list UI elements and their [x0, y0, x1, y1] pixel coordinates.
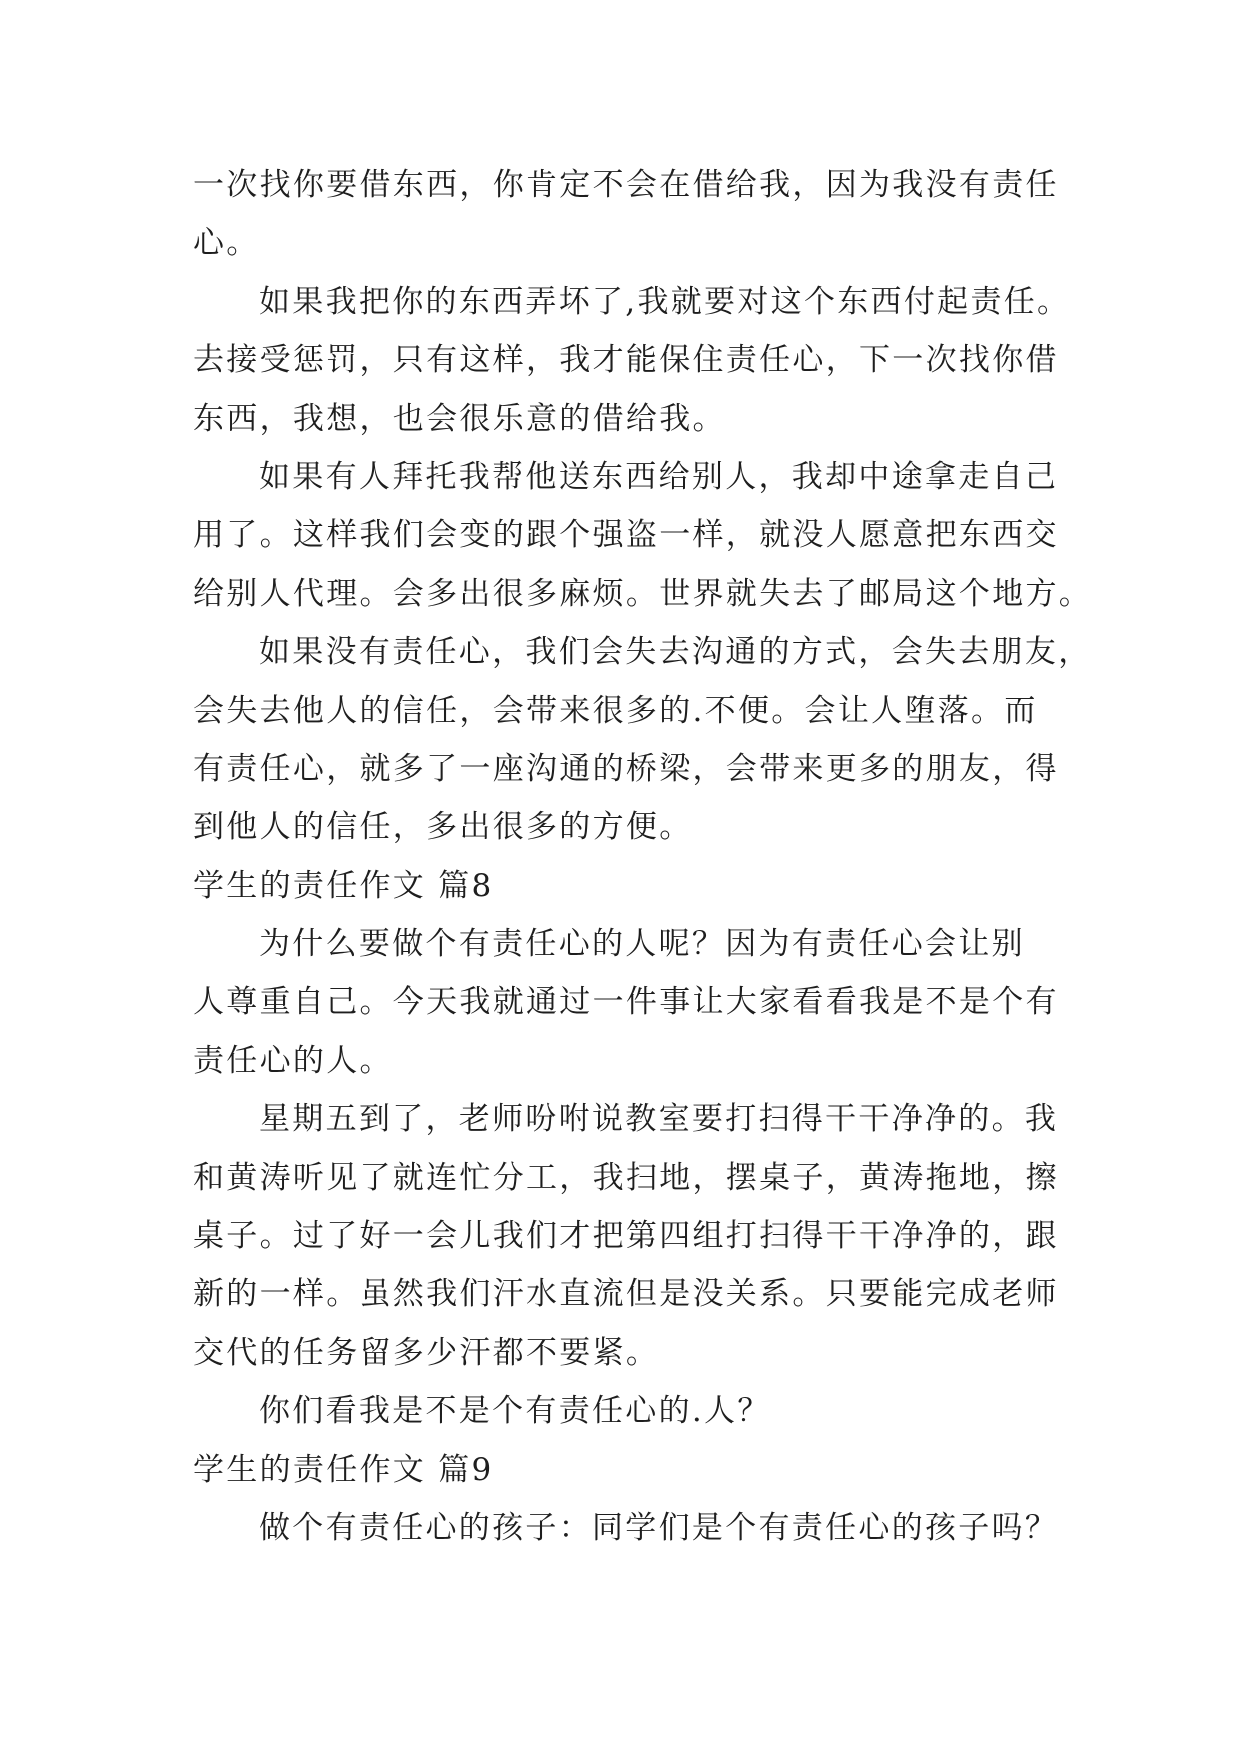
text-line: 如果有人拜托我帮他送东西给别人，我却中途拿走自己 — [259, 458, 1059, 495]
text-line: 如果没有责任心，我们会失去沟通的方式，会失去朋友， — [259, 634, 1092, 671]
paragraph — [193, 915, 1173, 1090]
paragraph — [193, 1090, 1173, 1382]
paragraph — [193, 273, 1173, 448]
paragraph — [193, 1499, 1173, 1557]
paragraph — [193, 623, 1173, 857]
text-line: 你们看我是不是个有责任心的.人？ — [259, 1393, 771, 1430]
text-line: 和黄涛听见了就连忙分工，我扫地，摆桌子，黄涛拖地，擦 — [193, 1159, 1059, 1196]
text-line: 东西，我想，也会很乐意的借给我。 — [193, 400, 726, 437]
text-line: 如果我把你的东西弄坏了,我就要对这个东西付起责任。 — [259, 283, 1071, 320]
text-line: 给别人代理。会多出很多麻烦。世界就失去了邮局这个地方。 — [193, 575, 1093, 612]
text-line: 会失去他人的信任，会带来很多的.不便。会让人堕落。而 — [193, 692, 1038, 729]
text-line: 去接受惩罚，只有这样，我才能保住责任心，下一次找你借 — [193, 342, 1059, 379]
document-body — [193, 156, 1173, 1557]
text-line: 责任心的人。 — [193, 1042, 393, 1079]
text-line: 新的一样。虽然我们汗水直流但是没关系。只要能完成老师 — [193, 1276, 1059, 1313]
text-line: 到他人的信任，多出很多的方便。 — [193, 809, 693, 846]
text-line: 人尊重自己。今天我就通过一件事让大家看看我是不是个有 — [193, 984, 1059, 1021]
text-line: 一次找你要借东西，你肯定不会在借给我，因为我没有责任 — [193, 167, 1059, 203]
paragraph — [193, 1382, 1173, 1440]
text-line: 桌子。过了好一会儿我们才把第四组打扫得干干净净的，跟 — [193, 1218, 1059, 1255]
paragraph — [193, 448, 1173, 623]
section-heading: 学生的责任作文 篇9 — [193, 1451, 494, 1488]
text-line: 星期五到了，老师吩咐说教室要打扫得干干净净的。我 — [259, 1101, 1059, 1138]
text-line: 心。 — [193, 225, 260, 262]
text-line: 用了。这样我们会变的跟个强盗一样，就没人愿意把东西交 — [193, 517, 1059, 554]
section-heading: 学生的责任作文 篇8 — [193, 867, 494, 904]
paragraph — [193, 156, 1173, 273]
text-line: 交代的任务留多少汗都不要紧。 — [193, 1334, 660, 1371]
text-line: 为什么要做个有责任心的人呢？因为有责任心会让别 — [259, 926, 1025, 963]
text-line: 有责任心，就多了一座沟通的桥梁，会带来更多的朋友，得 — [193, 750, 1059, 787]
text-line: 做个有责任心的孩子：同学们是个有责任心的孩子吗？ — [259, 1509, 1059, 1546]
